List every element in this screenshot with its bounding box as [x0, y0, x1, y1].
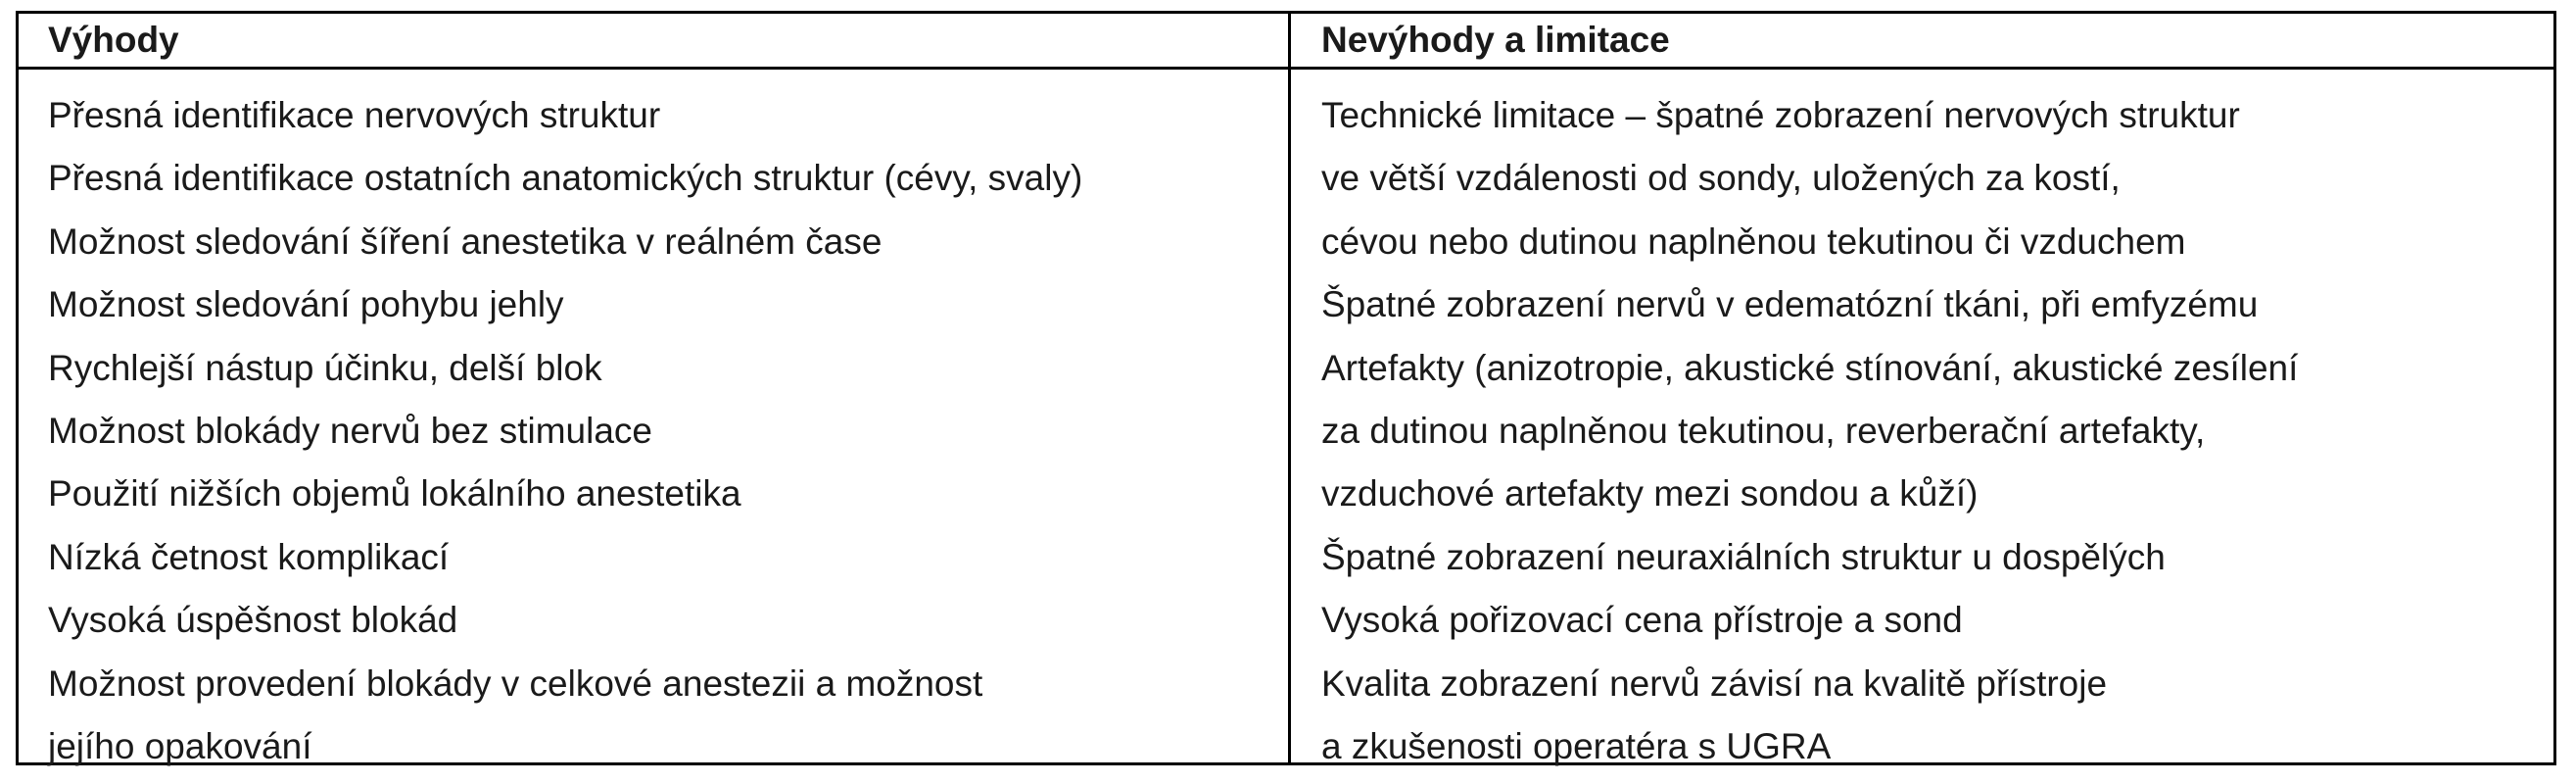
- advantage-row: Rychlejší nástup účinku, delší blok: [48, 347, 602, 388]
- disadvantage-row: Vysoká pořizovací cena přístroje a sond: [1321, 600, 1963, 641]
- disadvantage-row: Artefakty (anizotropie, akustické stínování, akustické zesílení: [1321, 347, 2299, 388]
- disadvantage-row: Špatné zobrazení neuraxiálních struktur u dospělých: [1321, 536, 2166, 577]
- advantage-row: Možnost sledování pohybu jehly: [48, 284, 564, 325]
- advantage-row: Nízká četnost komplikací: [48, 536, 450, 577]
- disadvantage-row: Kvalita zobrazení nervů závisí na kvalitě přístroje: [1321, 662, 2108, 704]
- disadvantages-header: Nevýhody a limitace: [1321, 20, 1670, 60]
- disadvantage-row: cévou nebo dutinou naplněnou tekutinou či vzduchem: [1321, 220, 2186, 262]
- advantage-row: Přesná identifikace nervových struktur: [48, 95, 661, 135]
- disadvantage-row: ve větší vzdálenosti od sondy, uložených za kostí,: [1321, 158, 2121, 199]
- disadvantages-list: [1321, 84, 2536, 778]
- advantages-list: [48, 84, 1272, 778]
- advantage-row: Přesná identifikace ostatních anatomických struktur (cévy, svaly): [48, 158, 1083, 199]
- header-divider: [19, 67, 2553, 70]
- disadvantage-row: za dutinou naplněnou tekutinou, reverberační artefakty,: [1321, 410, 2206, 451]
- advantage-row: Možnost sledování šíření anestetika v reálném čase: [48, 220, 883, 262]
- advantage-row: Možnost blokády nervů bez stimulace: [48, 410, 652, 451]
- disadvantage-row: a zkušenosti operatéra s UGRA: [1321, 725, 1832, 766]
- disadvantage-row: vzduchové artefakty mezi sondou a kůží): [1321, 473, 1979, 514]
- disadvantage-row: Špatné zobrazení nervů v edematózní tkáni, při emfyzému: [1321, 284, 2259, 325]
- advantage-row: Vysoká úspěšnost blokád: [48, 600, 458, 641]
- advantage-row: jejího opakování: [48, 725, 312, 766]
- advantage-row: Možnost provedení blokády v celkové anestezii a možnost: [48, 662, 983, 704]
- comparison-table: [16, 11, 2556, 765]
- advantages-header: Výhody: [48, 20, 179, 60]
- advantage-row: Použití nižších objemů lokálního anestetika: [48, 473, 741, 514]
- column-divider: [1288, 14, 1291, 762]
- disadvantage-row: Technické limitace – špatné zobrazení nervových struktur: [1321, 95, 2240, 135]
